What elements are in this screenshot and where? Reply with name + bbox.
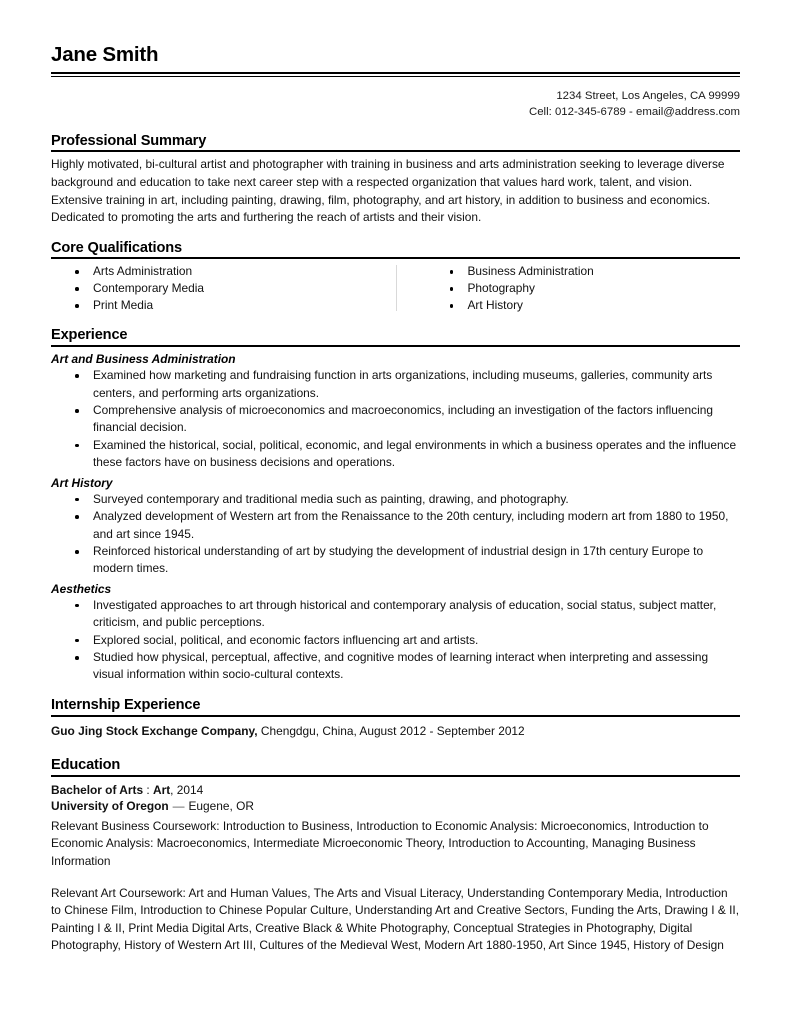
degree-separator: : [143,782,153,797]
education-degree-line [51,782,740,799]
school-location: Eugene, OR [188,799,254,814]
subsection-heading: Art History [51,475,113,490]
subsection-heading: Art and Business Administration [51,352,236,367]
school-name: University of Oregon [51,799,169,814]
candidate-name: Jane Smith [51,43,159,66]
section-core-qualifications [51,240,740,315]
list-item: Arts Administration [51,263,396,280]
section-rule [51,715,740,717]
list-item: Explored social, political, and economic factors influencing art and artists. [51,632,740,649]
core-qualifications-left-column [51,263,396,314]
section-title-experience: Experience [51,327,128,344]
experience-subsection-art-history [51,475,740,578]
subsection-bullet-list [51,597,740,684]
art-coursework-text: Relevant Art Coursework: Art and Human Values, The Arts and Visual Literacy, Understanding Contemporary Media, Introduction to Chinese Film, Introduction to Chinese Popular Culture, Understanding Art and Creative Sectors, Funding the Arts, Drawing I & II, Painting I & II, Print Media Digital Arts, Creative Black & White Photography, Conceptual Strategies in Photography, Digital Photography, History of Western Art III, Cultures of the Medieval West, Modern Art 1880-1950, Art Since 1945, History of Design [51,885,740,953]
internship-entry [51,723,740,740]
section-rule [51,257,740,259]
list-item: Contemporary Media [51,280,396,297]
section-rule [51,775,740,777]
list-item: Surveyed contemporary and traditional media such as painting, drawing, and photography. [51,491,740,508]
section-education [51,757,740,955]
business-coursework-text: Relevant Business Coursework: Introduction to Business, Introduction to Economic Analysis: Microeconomics, Introduction to Economic Analysis: Macroeconomics, Intermediate Microeconomic Theory, Introduction to Accounting, Managing Business Information [51,818,709,869]
section-rule [51,345,740,347]
list-item: Analyzed development of Western art from the Renaissance to the 20th century, including modern art from 1880 to 1950, and art since 1945. [51,508,740,543]
section-internship-experience [51,697,740,739]
section-title-internship-experience: Internship Experience [51,696,201,713]
core-qualifications-columns [51,263,740,314]
list-item: Investigated approaches to art through historical and contemporary analysis of education, social status, subject matter, criticism, and public perceptions. [51,597,740,632]
internship-details: Chengdgu, China, August 2012 - September 2012 [257,723,525,738]
section-experience [51,327,740,683]
list-item: Comprehensive analysis of microeconomics and macroeconomics, including an investigation of the factors influencing financial decision. [51,402,740,437]
experience-subsection-art-and-business-administration [51,351,740,471]
list-item: Print Media [51,297,396,314]
contact-address: 1234 Street, Los Angeles, CA 99999 [556,89,740,102]
resume-header [51,44,740,120]
degree-label: Bachelor of Arts [51,782,144,797]
list-item: Photography [426,280,741,297]
section-rule [51,150,740,152]
internship-company: Guo Jing Stock Exchange Company, [51,723,258,738]
list-item: Art History [426,297,741,314]
degree-major: Art [152,782,171,797]
paragraph-spacer [51,871,740,885]
core-qualifications-right-column [396,263,741,314]
experience-subsection-aesthetics [51,581,740,684]
section-professional-summary [51,133,740,227]
contact-block [51,88,740,120]
core-qualifications-right-list [426,263,741,314]
list-item: Reinforced historical understanding of art by studying the development of industrial design in 17th century Europe to modern times. [51,543,740,578]
subsection-bullet-list [51,367,740,471]
professional-summary-text: Highly motivated, bi-cultural artist and photographer with training in business and arts administration seeking to leverage diverse background and education to take next career step with a respected organization that values hard work, talent, and vision. Extensive training in art, including painting, drawing, film, photography, and art history, in addition to business and economics. Dedicated to promoting the arts and furthering the reach of artists and their vision. [51,157,725,225]
subsection-bullet-list [51,491,740,578]
list-item: Examined the historical, social, political, economic, and legal environments in which a business operates and the influence these factors have on business decisions and operations. [51,437,740,472]
header-divider [51,72,740,77]
section-title-education: Education [51,757,121,774]
education-school-line [51,798,740,815]
list-item: Examined how marketing and fundraising function in arts organizations, including museums, galleries, community arts centers, and performing arts organizations. [51,367,740,402]
section-title-core-qualifications: Core Qualifications [51,239,182,256]
list-item: Studied how physical, perceptual, affective, and cognitive modes of learning interact when interpreting and assessing visual information within socio-cultural contexts. [51,649,740,684]
core-qualifications-left-list [51,263,396,314]
column-divider [396,265,397,311]
school-dash: — [172,799,185,814]
section-title-professional-summary: Professional Summary [51,132,207,149]
contact-phone-email: Cell: 012-345-6789 - email@address.com [529,105,740,118]
subsection-heading: Aesthetics [51,581,112,596]
degree-year: , 2014 [170,782,204,797]
list-item: Business Administration [426,263,741,280]
